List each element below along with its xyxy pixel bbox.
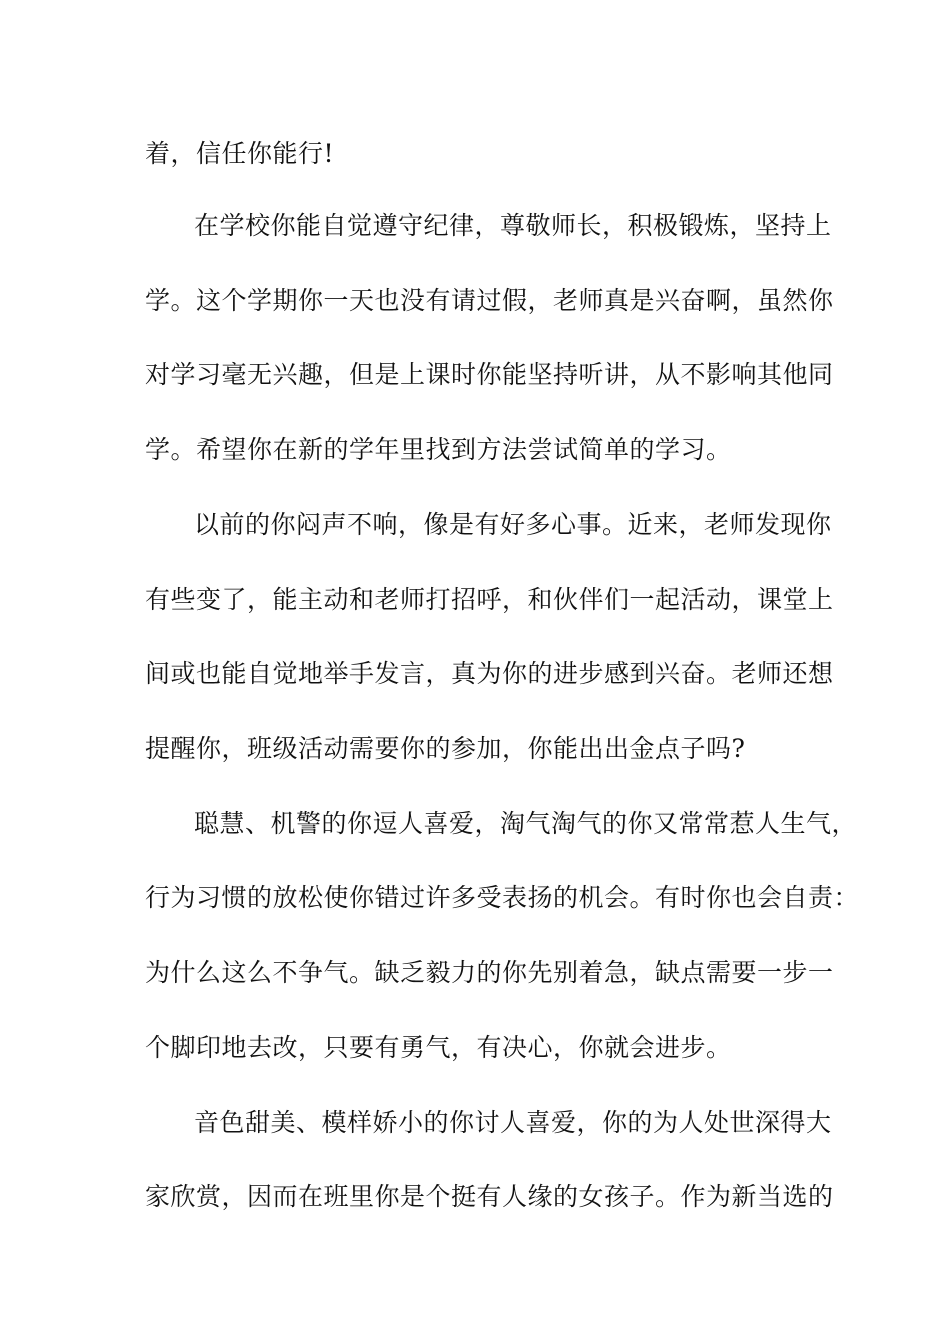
text-line: 个脚印地去改，只要有勇气，有决心，你就会进步。 [145, 1033, 732, 1062]
text-line: 间或也能自觉地举手发言，真为你的进步感到兴奋。老师还想 [145, 659, 834, 688]
text-line: 着，信任你能行! [145, 139, 335, 168]
paragraph-start-line: 聪慧、机警的你逗人喜爱，淘气淘气的你又常常惹人生气， [194, 809, 858, 838]
text-line: 有些变了，能主动和老师打招呼，和伙伴们一起活动，课堂上 [145, 585, 834, 614]
text-line: 为什么这么不争气。缺乏毅力的你先别着急，缺点需要一步一 [145, 958, 834, 987]
paragraph-start-line: 以前的你闷声不响，像是有好多心事。近来，老师发现你 [194, 510, 832, 539]
paragraph-start-line: 音色甜美、模样娇小的你讨人喜爱，你的为人处世深得大 [194, 1108, 832, 1137]
text-line: 学。希望你在新的学年里找到方法尝试简单的学习。 [145, 435, 732, 464]
text-line: 对学习毫无兴趣，但是上课时你能坚持听讲，从不影响其他同 [145, 360, 834, 389]
paragraph-start-line: 在学校你能自觉遵守纪律，尊敬师长，积极锻炼，坚持上 [194, 211, 832, 240]
text-line: 提醒你，班级活动需要你的参加，你能出出金点子吗? [145, 734, 746, 763]
text-line: 行为习惯的放松使你错过许多受表扬的机会。有时你也会自责： [145, 883, 860, 912]
text-line: 学。这个学期你一天也没有请过假，老师真是兴奋啊，虽然你 [145, 286, 834, 315]
text-line: 家欣赏，因而在班里你是个挺有人缘的女孩子。作为新当选的 [145, 1182, 834, 1211]
